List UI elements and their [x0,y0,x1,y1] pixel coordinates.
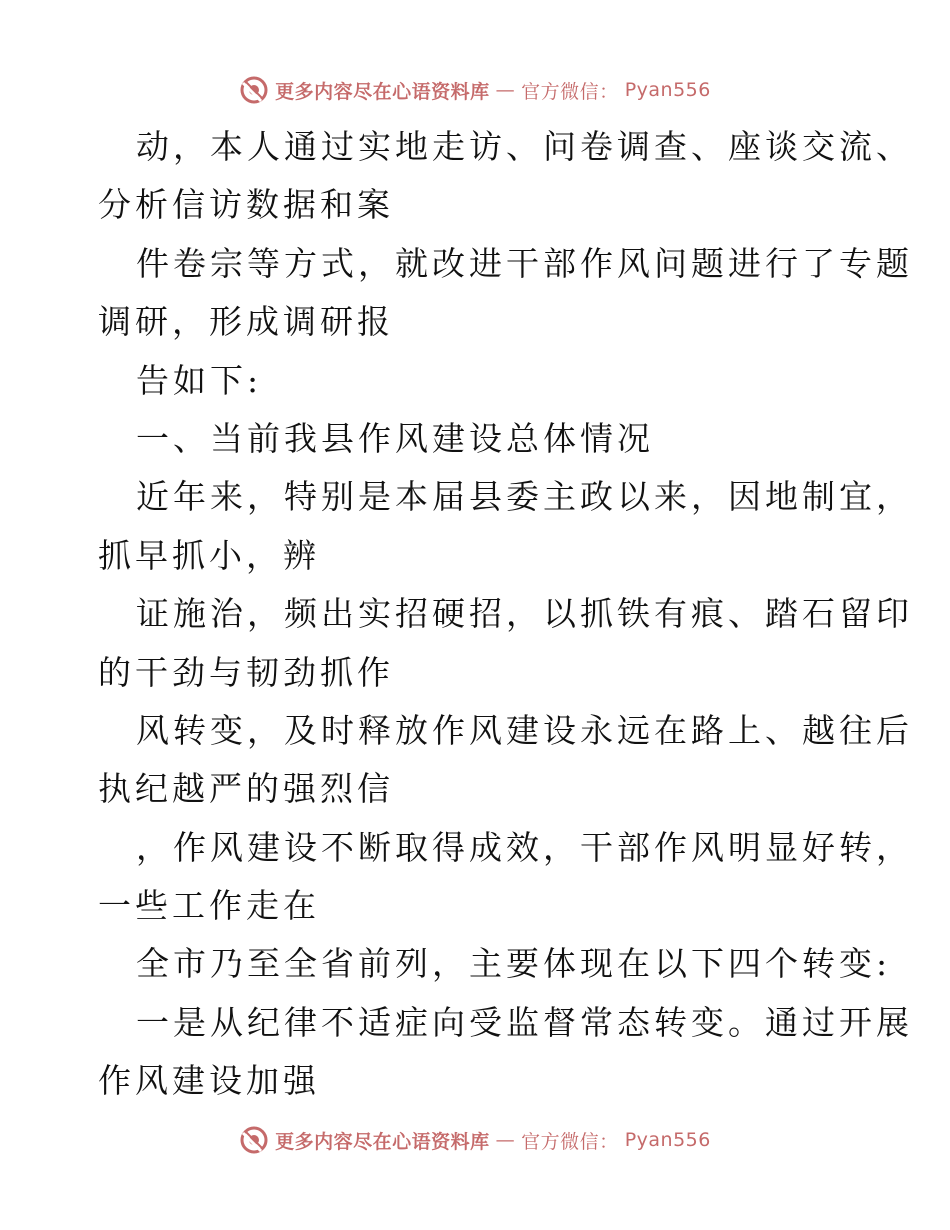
section-heading: 一、当前我县作风建设总体情况 [136,418,654,458]
text-line: 近年来，特别是本届县委主政以来，因地制宜， [136,477,913,517]
text-line: 作风建设加强 [98,1061,320,1101]
text-line: 执纪越严的强烈信 [98,769,394,809]
text-line: 的干劲与韧劲抓作 [98,652,394,692]
text-line: 件卷宗等方式，就改进干部作风问题进行了专题 [136,243,913,283]
text-line: 风转变，及时释放作风建设永远在路上、越往后 [136,710,913,750]
text-line: 全市乃至全省前列，主要体现在以下四个转变: [136,944,892,984]
watermark-separator: — [495,1129,516,1151]
text-line: ，作风建设不断取得成效，干部作风明显好转， [136,827,913,867]
watermark-account: Pyan556 [624,79,711,101]
watermark-text: 更多内容尽在心语资料库 [275,1130,490,1153]
watermark-text: 更多内容尽在心语资料库 [275,80,490,103]
text-line: 一是从纪律不适症向受监督常态转变。通过开展 [136,1002,913,1042]
watermark-wechat-label: 官方微信： [521,80,619,103]
watermark-wechat-label: 官方微信： [521,1130,619,1153]
text-line: 动，本人通过实地走访、问卷调查、座谈交流、 [136,127,913,166]
document-body [98,118,913,1111]
brand-logo-icon [239,75,269,105]
text-line: 调研，形成调研报 [98,302,394,342]
text-line: 一些工作走在 [98,886,320,926]
text-line: 证施治，频出实招硬招，以抓铁有痕、踏石留印 [136,594,913,634]
text-line: 告如下: [136,360,263,400]
text-line: 分析信访数据和案 [98,185,394,225]
watermark-separator: — [495,79,516,101]
brand-logo-icon [239,1125,269,1155]
footer-watermark [0,1120,950,1160]
watermark-account: Pyan556 [624,1129,711,1151]
text-line: 抓早抓小，辨 [98,535,320,575]
header-watermark [0,70,950,110]
